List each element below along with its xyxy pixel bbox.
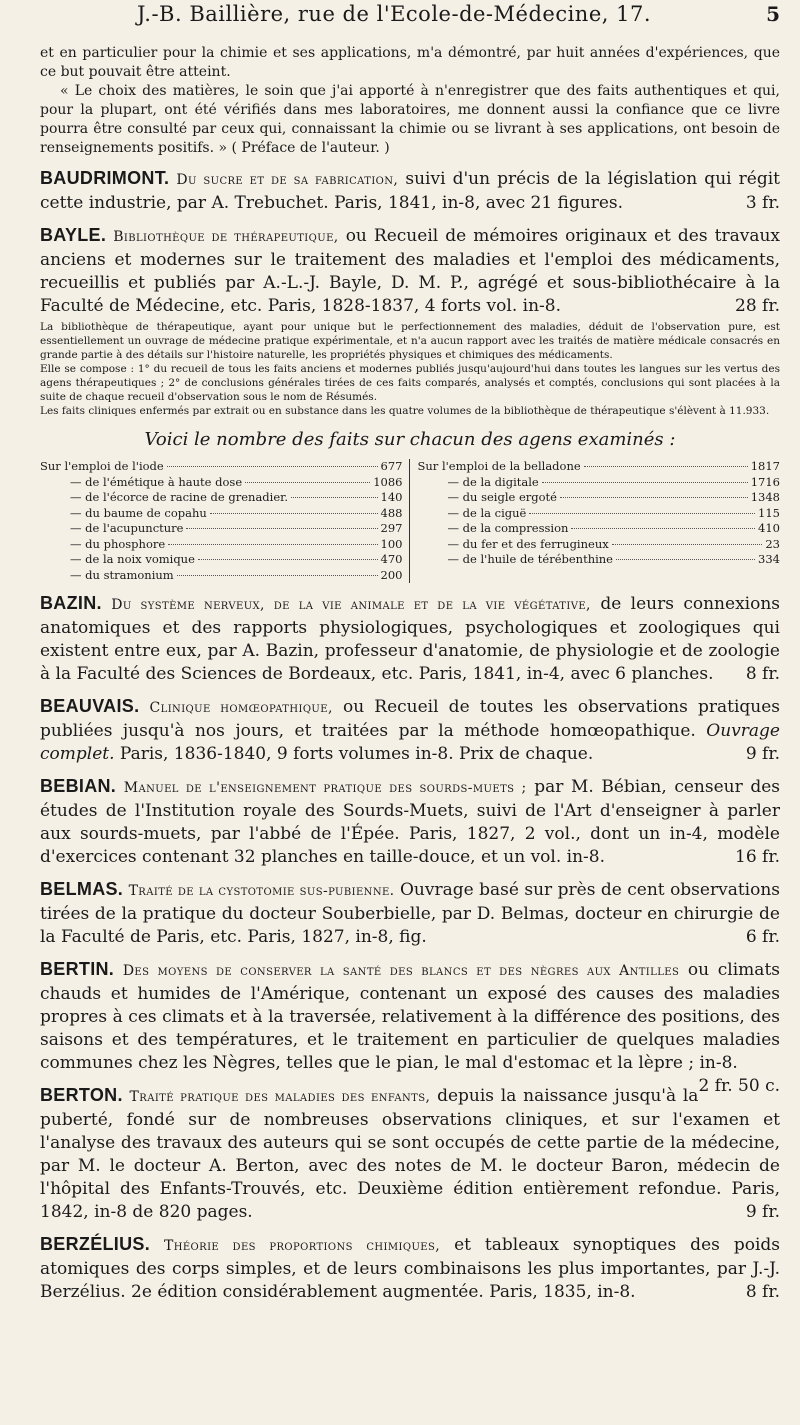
facts-agent-label: Sur l'emploi de la belladone	[417, 459, 581, 473]
facts-agent-label: — du phosphore	[70, 536, 166, 551]
dot-leader	[210, 513, 378, 514]
entry-title: Du système nerveux, de la vie animale et de la vie végétative,	[111, 597, 591, 613]
entry-title: Bibliothèque de thérapeutique,	[113, 229, 339, 245]
entry-price: 3 fr.	[745, 193, 780, 213]
facts-agent-label: — du baume de copahu	[70, 505, 207, 520]
entry-author: BAZIN.	[40, 593, 102, 613]
dot-leader	[542, 482, 748, 483]
facts-row	[418, 552, 781, 568]
facts-row	[40, 490, 403, 506]
dot-leader	[167, 466, 378, 467]
facts-agent-label: — de la ciguë	[447, 505, 527, 520]
facts-count: 100	[380, 536, 403, 551]
note-paragraph: Les faits cliniques enfermés par extrait ou en substance dans les quatre volumes de la bibliothèque de thérapeutique s'élèvent à 11.933.	[40, 405, 770, 417]
facts-row	[418, 459, 781, 475]
facts-agent-label: Sur l'emploi de l'iode	[40, 459, 164, 473]
entry-description: ou Recueil de mémoires originaux et des travaux anciens et modernes sur le traitement des maladies et l'emploi des médicaments, recueillis et publiés par A.-L.-J. Bayle, D. M. P., agrégé et sous-bibliothécaire à la Faculté de Médecine, etc. Paris, 1828-1837, 4 forts vol. in-8.	[40, 226, 780, 316]
facts-row	[418, 537, 781, 553]
entry-description: et tableaux synoptiques des poids atomiques des corps simples, et de leurs combinaisons les plus importantes, par J.-J. Berzélius. 2e édition considérablement augmentée. Paris, 1835, in-8.	[40, 1235, 780, 1302]
note-paragraph: La bibliothèque de thérapeutique, ayant pour unique but le perfectionnement des maladies, déduit de l'observation pure, est essentiellement un ouvrage de médecine pratique expérimentale, et n'a aucun rapport avec les traités de matière médicale consacrés en grande partie à des détails sur l'histoire naturelle, les propriétés physiques et chimiques des médicaments.	[40, 321, 780, 361]
facts-count: 115	[758, 505, 780, 520]
note-paragraph: Elle se compose : 1° du recueil de tous les faits anciens et modernes publiés jusqu'aujourd'hui dans toutes les langues sur les vertus des agens thérapeutiques ; 2° de conclusions générales tirées de ces faits comparés, analysés et comptés, conclusions qui sont placées à la suite de chaque recueil d'observation sous le nom de Résumés.	[40, 363, 780, 403]
facts-agent-label: — du seigle ergoté	[447, 490, 557, 504]
facts-count: 1348	[750, 490, 780, 504]
entry-italic-note: Ouvrage complet.	[40, 721, 780, 764]
facts-table	[40, 459, 780, 583]
dot-leader	[612, 544, 763, 545]
entry-bayle	[40, 224, 780, 583]
entry-belmas	[40, 878, 780, 949]
facts-count: 297	[380, 521, 403, 535]
entry-description: ou climats chauds et humides de l'Amérique, contenant un exposé des causes des maladies propres à ces climats et à la traversée, relativement à la différence des positions, des saisons et des températures, et le traitement en particulier de quelques maladies communes chez les Nègres, telles que le pian, le mal d'estomac et la lèpre ; in-8.	[40, 960, 780, 1073]
entry-description: ou Recueil de toutes les observations pratiques publiées jusqu'à nos jours, et traitées par la méthode homœopathique.	[40, 697, 781, 741]
facts-column-left	[40, 459, 410, 583]
facts-row	[40, 552, 403, 568]
entry-title: Traité de la cystotomie sus-pubienne.	[128, 883, 395, 899]
entry-bazin	[40, 592, 780, 686]
entry-author: BERTON.	[40, 1085, 123, 1105]
dot-leader	[571, 528, 755, 529]
entry-price: 9 fr.	[745, 1202, 780, 1222]
facts-agent-label: — de la compression	[447, 521, 569, 535]
entry-author: BEBIAN.	[40, 776, 117, 796]
dot-leader	[529, 513, 755, 514]
entry-price: 28 fr.	[735, 296, 780, 316]
facts-row	[418, 521, 781, 537]
header-title: J.-B. Baillière, rue de l'Ecole-de-Médecine, 17.	[136, 2, 652, 26]
facts-count: 488	[380, 505, 403, 520]
facts-agent-label: — du fer et des ferrugineux	[447, 536, 609, 551]
dot-leader	[584, 466, 748, 467]
facts-agent-label: — du stramonium	[70, 567, 174, 582]
entry-title: Manuel de l'enseignement pratique des sourds-muets ;	[123, 780, 527, 796]
entry-author: BERTIN.	[40, 959, 115, 979]
entry-description-2: Paris, 1836-1840, 9 forts volumes in-8. Prix de chaque.	[119, 744, 594, 764]
entry-price: 9 fr.	[745, 744, 780, 764]
dot-leader	[177, 575, 378, 576]
entry-author: BEAUVAIS.	[40, 696, 140, 716]
entry-beauvais	[40, 695, 780, 766]
facts-agent-label: — de l'acupuncture	[70, 521, 184, 535]
table-caption: Voici le nombre des faits sur chacun des agens examinés :	[144, 429, 676, 450]
facts-row	[40, 506, 403, 522]
dot-leader	[168, 544, 377, 545]
entry-description: de leurs connexions anatomiques et des rapports physiologiques, psychologiques et zoologiques qui existent entre eux, par A. Bazin, professeur d'anatomie, de physiologie et de zoologie à la Faculté des Sciences de Bordeaux, etc. Paris, 1841, in-4, avec 6 planches.	[40, 594, 780, 684]
entry-author: BELMAS.	[40, 879, 124, 899]
entry-title: Du sucre et de sa fabrication,	[176, 172, 399, 188]
facts-row	[418, 490, 781, 506]
intro-text	[40, 44, 780, 158]
entry-author: BAUDRIMONT.	[40, 168, 170, 188]
facts-count: 410	[758, 521, 780, 535]
intro-line: et en particulier pour la chimie et ses applications, m'a démontré, par huit années d'expériences, que ce but pouvait être atteint.	[40, 45, 780, 80]
facts-agent-label: — de l'émétique à haute dose	[70, 474, 243, 489]
dot-leader	[616, 559, 755, 560]
entry-price: 16 fr.	[735, 847, 780, 867]
facts-count: 1716	[750, 474, 780, 489]
entry-berzelius	[40, 1233, 780, 1304]
entry-price: 8 fr.	[745, 1282, 780, 1302]
page-content	[40, 44, 780, 1304]
facts-count: 334	[758, 552, 780, 566]
entry-price: 6 fr.	[745, 927, 780, 947]
entry-description: par M. Bébian, censeur des études de l'Institution royale des Sourds-Muets, suivi de l'Art d'enseigner à parler aux sourds-muets, par l'abbé de l'Épée. Paris, 1827, 2 vol., dont un in-4, modèle d'exercices contenant 32 planches en taille-douce, et un vol. in-8.	[40, 777, 781, 867]
page-header	[38, 2, 780, 32]
facts-row	[40, 568, 403, 584]
facts-agent-label: — de la noix vomique	[70, 552, 195, 566]
dot-leader	[186, 528, 377, 529]
facts-count: 1086	[373, 474, 403, 489]
facts-count: 23	[765, 536, 780, 551]
facts-row	[418, 475, 781, 491]
entry-baudrimont	[40, 167, 780, 215]
dot-leader	[245, 482, 370, 483]
facts-agent-label: — de l'écorce de racine de grenadier.	[70, 490, 289, 504]
entry-author: BAYLE.	[40, 225, 107, 245]
entry-title: Traité pratique des maladies des enfants,	[129, 1089, 431, 1105]
facts-row	[40, 537, 403, 553]
facts-agent-label: — de la digitale	[447, 474, 539, 489]
dot-leader	[560, 497, 748, 498]
facts-count: 677	[380, 459, 403, 473]
facts-row	[418, 506, 781, 522]
facts-count: 1817	[750, 459, 780, 473]
facts-row	[40, 459, 403, 475]
entry-note	[40, 320, 780, 418]
entry-title: Des moyens de conserver la santé des blancs et des nègres aux Antilles	[122, 963, 680, 979]
entry-price: 2 fr. 50 c.	[698, 1076, 780, 1096]
entry-berton	[40, 1084, 780, 1224]
facts-count: 200	[380, 567, 403, 582]
facts-row	[40, 521, 403, 537]
entry-title: Théorie des proportions chimiques,	[164, 1238, 441, 1254]
page-number: 5	[766, 2, 780, 26]
facts-column-right	[410, 459, 781, 583]
entry-description: suivi d'un précis de la législation qui régit cette industrie, par A. Trebuchet. Paris, 1841, in-8, avec 21 figures.	[40, 169, 781, 213]
entry-bebian	[40, 775, 780, 869]
preface-quote: « Le choix des matières, le soin que j'ai apporté à n'enregistrer que des faits authentiques et qui, pour la plupart, ont été vérifiés dans mes laboratoires, me donnent aussi la confiance que ce livre pourra être consulté par ceux qui, connaissant la chimie ou se livrant à ses applications, ont besoin de renseignements positifs. » ( Préface de l'auteur. )	[40, 83, 780, 156]
entry-description: depuis la naissance jusqu'à la puberté, fondé sur de nombreuses observations cliniques, et sur l'examen et l'analyse des travaux des auteurs qui se sont occupés de cette partie de la médecine, par M. le docteur A. Berton, avec des notes de M. le docteur Baron, médecin de l'hôpital des Enfants-Trouvés, etc. Deuxième édition entièrement refondue. Paris, 1842, in-8 de 820 pages.	[40, 1086, 780, 1222]
facts-row	[40, 475, 403, 491]
entry-description: Ouvrage basé sur près de cent observations tirées de la pratique du docteur Souberbielle, par D. Belmas, docteur en chirurgie de la Faculté de Paris, etc. Paris, 1827, in-8, fig.	[40, 880, 781, 947]
dot-leader	[198, 559, 378, 560]
facts-count: 470	[380, 552, 403, 566]
facts-count: 140	[380, 490, 403, 504]
dot-leader	[291, 497, 378, 498]
entry-author: BERZÉLIUS.	[40, 1234, 151, 1254]
entry-price: 8 fr.	[745, 664, 780, 684]
facts-agent-label: — de l'huile de térébenthine	[447, 552, 613, 566]
entry-title: Clinique homœopathique,	[149, 700, 333, 716]
